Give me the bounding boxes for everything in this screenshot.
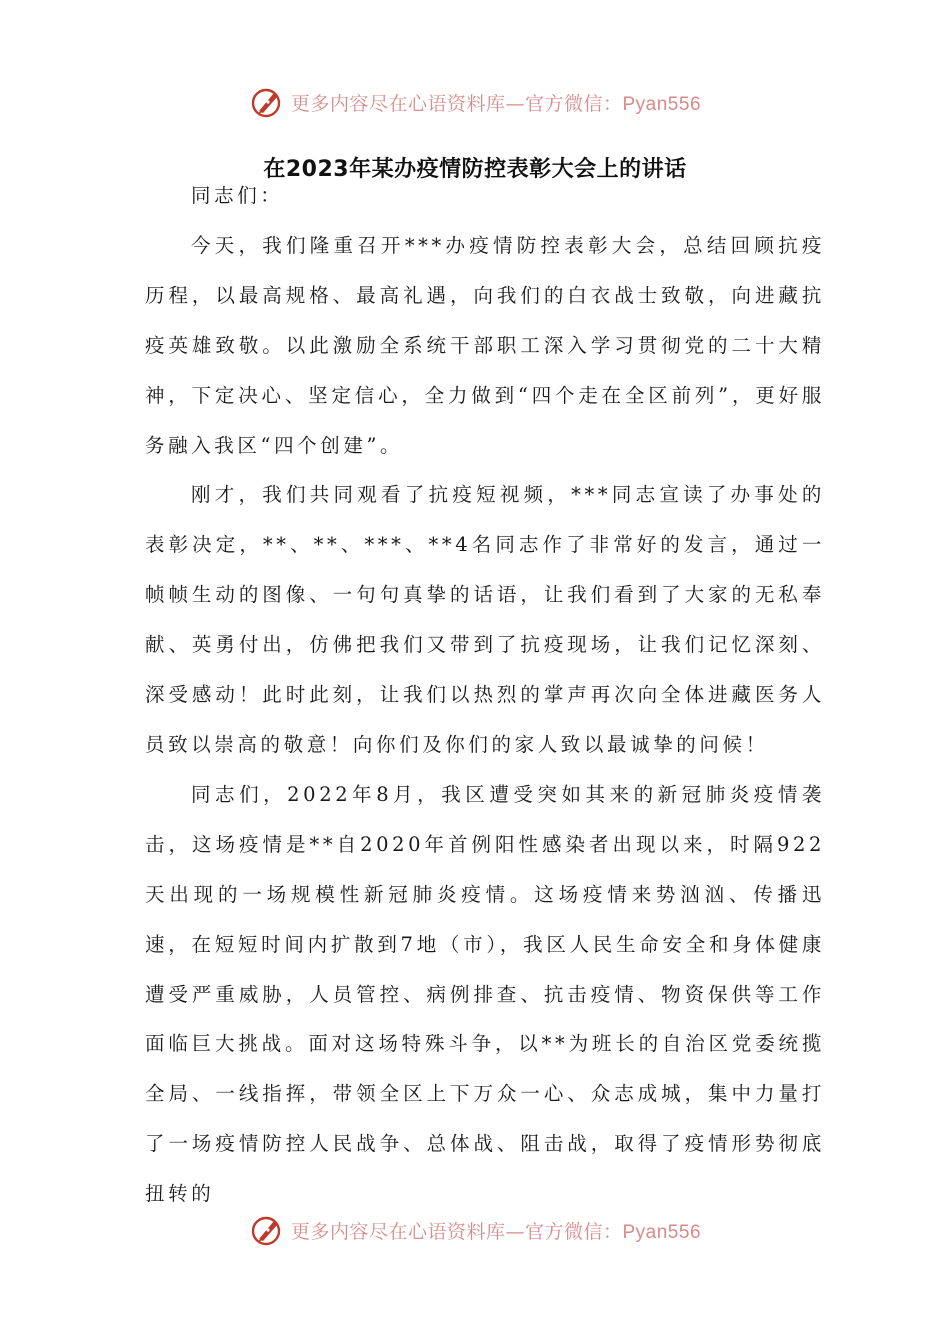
watermark-text: 更多内容尽在心语资料库—官方微信：Pyan556 bbox=[290, 92, 702, 115]
watermark-text: 更多内容尽在心语资料库—官方微信：Pyan556 bbox=[290, 1220, 702, 1243]
wechat-handle: Pyan556 bbox=[622, 1221, 702, 1243]
footer-watermark-banner bbox=[0, 1208, 950, 1252]
body-paragraph: 同志们，2022年8月，我区遭受突如其来的新冠肺炎疫情袭击，这场疫情是**自2020年首例阳性感染者出现以来，时隔922天出现的一场规模性新冠肺炎疫情。这场疫情来势汹汹、传播迅速，在短短时间内扩散到7地（市），我区人民生命安全和身体健康遭受严重威胁，人员管控、病例排查、抗击疫情、物资保供等工作面临巨大挑战。面对这场特殊斗争，以**为班长的自治区党委统揽全局、一线指挥，带领全区上下万众一心、众志成城，集中力量打了一场疫情防控人民战争、总体战、阻击战，取得了疫情形势彻底扭转的 bbox=[145, 782, 825, 1206]
body-paragraph: 刚才，我们共同观看了抗疫短视频，***同志宣读了办事处的表彰决定，**、**、***、**4名同志作了非常好的发言，通过一帧帧生动的图像、一句句真挚的话语，让我们看到了大家的无私奉献、英勇付出，仿佛把我们又带到了抗疫现场，让我们记忆深刻、深受感动！此时此刻，让我们以热烈的掌声再次向全体进藏医务人员致以崇高的敬意！向你们及你们的家人致以最诚挚的问候！ bbox=[145, 483, 825, 756]
salutation: 同志们： bbox=[191, 184, 284, 207]
pen-nib-circle-icon bbox=[249, 1212, 285, 1248]
pen-nib-circle-icon bbox=[249, 84, 285, 120]
header-watermark-banner bbox=[0, 80, 950, 124]
body-paragraph: 今天，我们隆重召开***办疫情防控表彰大会，总结回顾抗疫历程，以最高规格、最高礼遇，向我们的白衣战士致敬，向进藏抗疫英雄致敬。以此激励全系统干部职工深入学习贯彻党的二十大精神，下定决心、坚定信心，全力做到“四个走在全区前列”，更好服务融入我区“四个创建”。 bbox=[145, 233, 825, 457]
wechat-handle: Pyan556 bbox=[622, 93, 702, 115]
document-title: 在2023年某办疫情防控表彰大会上的讲话 bbox=[263, 157, 687, 182]
document-body bbox=[145, 171, 825, 1219]
